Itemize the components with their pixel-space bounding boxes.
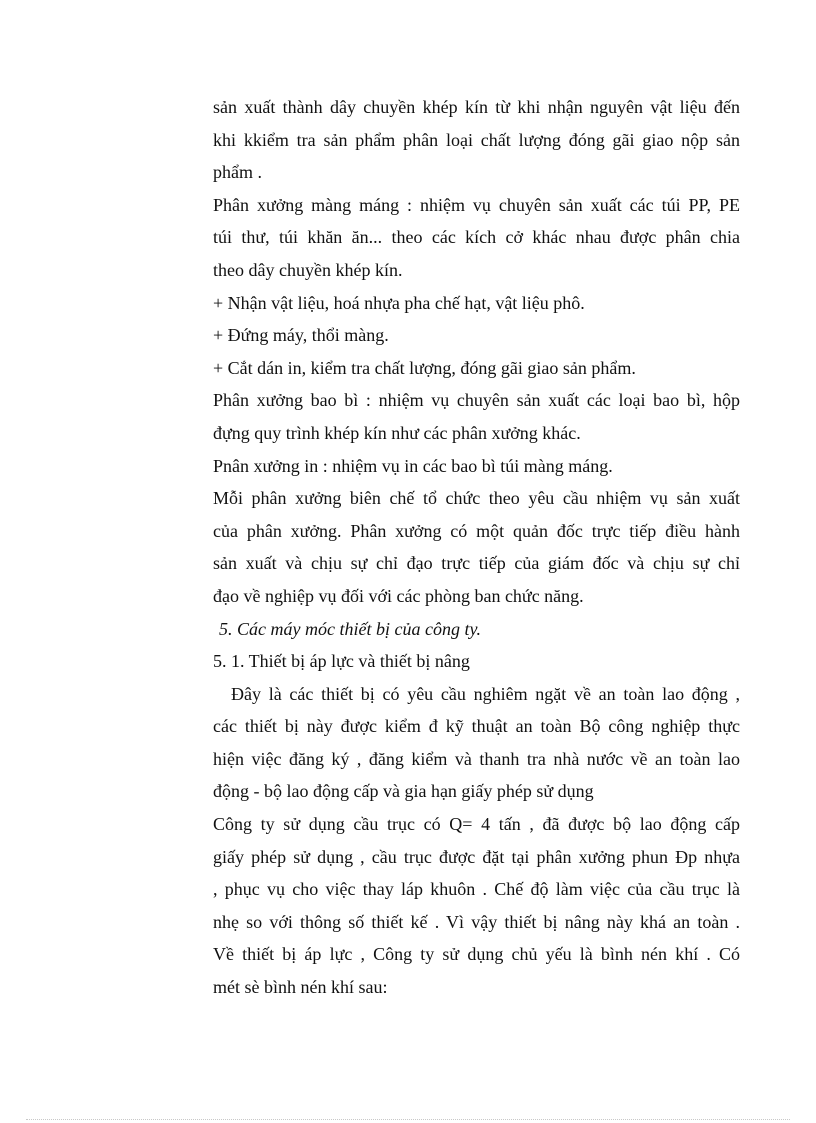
text-line: của phân xưởng. Phân xưởng có một quản đốc trực tiếp điều hành xyxy=(213,520,740,541)
text-line: giấy phép sử dụng , cầu trục được đặt tại phân xưởng phun Đp nhựa xyxy=(213,846,740,867)
text-line: , phục vụ cho việc thay láp khuôn . Chế độ làm việc của cầu trục là xyxy=(213,879,740,900)
text-line: Phân xưởng màng máng : nhiệm vụ chuyên sản xuất các túi PP, PE xyxy=(213,194,740,215)
text-line: mét sè bình nén khí sau: xyxy=(213,977,388,998)
text-line: Phân xưởng bao bì : nhiệm vụ chuyên sản xuất các loại bao bì, hộp xyxy=(213,390,740,411)
list-item: + Cắt dán in, kiểm tra chất lượng, đóng gãi giao sản phẩm. xyxy=(213,357,636,378)
text-line: động - bộ lao động cấp và gia hạn giấy phép sử dụng xyxy=(213,781,594,802)
page-bottom-divider xyxy=(26,1119,790,1120)
list-item: + Nhận vật liệu, hoá nhựa pha chế hạt, vật liệu phô. xyxy=(213,292,585,313)
text-line: các thiết bị này được kiểm đ kỹ thuật an toàn Bộ công nghiệp thực xyxy=(213,716,740,737)
subsection-heading: 5. 1. Thiết bị áp lực và thiết bị nâng xyxy=(213,651,470,672)
text-line: sản xuất thành dây chuyền khép kín từ khi nhận nguyên vật liệu đến xyxy=(213,97,740,117)
text-line: Đây là các thiết bị có yêu cầu nghiêm ngặt về an toàn lao động , xyxy=(231,683,740,704)
text-line: đựng quy trình khép kín như các phân xưởng khác. xyxy=(213,422,581,443)
text-line: nhẹ so với thông số thiết kế . Vì vậy thiết bị nâng này khá an toàn . xyxy=(213,911,740,932)
text-line: túi thư, túi khăn ăn... theo các kích cở khác nhau được phân chia xyxy=(213,227,740,248)
text-line: Pnân xưởng in : nhiệm vụ in các bao bì túi màng máng. xyxy=(213,455,613,476)
text-line: theo dây chuyền khép kín. xyxy=(213,259,403,280)
text-line: đạo về nghiệp vụ đối với các phòng ban chức năng. xyxy=(213,585,584,606)
list-item: + Đứng máy, thổi màng. xyxy=(213,325,389,346)
text-line: phẩm . xyxy=(213,162,262,183)
text-line: Mỗi phân xưởng biên chế tổ chức theo yêu cầu nhiệm vụ sản xuất xyxy=(213,488,740,509)
text-line: Về thiết bị áp lực , Công ty sử dụng chủ yếu là bình nén khí . Có xyxy=(213,944,740,965)
text-line: sản xuất và chịu sự chỉ đạo trực tiếp của giám đốc và chịu sự chỉ xyxy=(213,553,740,574)
section-heading: 5. Các máy móc thiết bị của công ty. xyxy=(219,618,481,639)
text-line: khi kkiểm tra sản phẩm phân loại chất lượng đóng gãi giao nộp sản xyxy=(213,129,740,150)
text-line: hiện việc đăng ký , đăng kiểm và thanh tra nhà nước về an toàn lao xyxy=(213,748,740,769)
document-body xyxy=(213,91,740,1004)
text-line: Công ty sử dụng cầu trục có Q= 4 tấn , đã được bộ lao động cấp xyxy=(213,814,740,835)
